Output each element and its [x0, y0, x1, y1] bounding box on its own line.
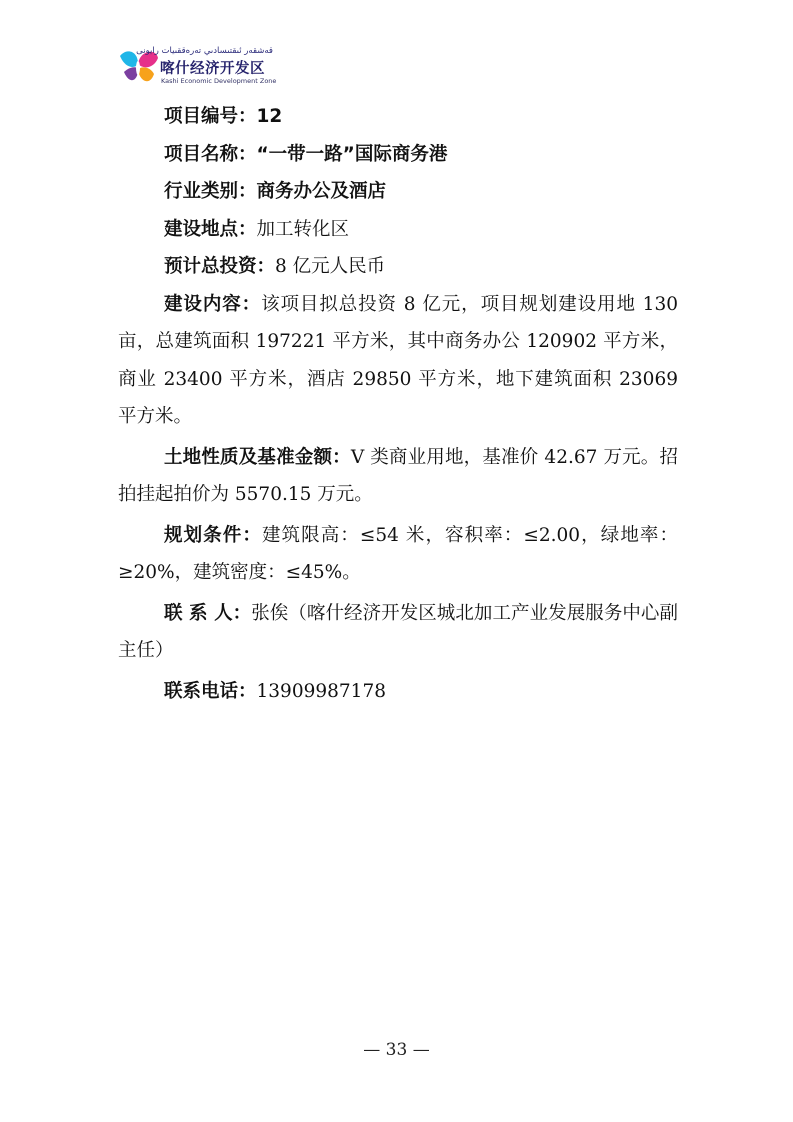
planning-value: 建筑限高：≤54 米，容积率：≤2.00，绿地率：≥20%，建筑密度：≤45%。: [118, 524, 678, 583]
content-value: 该项目拟总投资 8 亿元，项目规划建设用地 130 亩，总建筑面积 197221 平方米，其中商务办公 120902 平方米，商业 23400 平方米，酒店 29850 平方米，地下建筑面积 23069 平方米。: [118, 293, 678, 427]
industry-label: 行业类别：: [164, 181, 257, 202]
header-logo: [116, 44, 316, 94]
phone-label: 联系电话：: [164, 680, 257, 702]
investment-line: [118, 248, 678, 286]
planning-label: 规划条件：: [164, 524, 262, 546]
land-paragraph: [118, 439, 678, 514]
location-line: [118, 211, 678, 249]
project-number-label: 项目编号：: [164, 106, 257, 127]
project-details: [118, 98, 678, 710]
contact-paragraph: [118, 595, 678, 670]
location-label: 建设地点：: [164, 218, 257, 240]
content-paragraph: [118, 286, 678, 436]
page-number: — 33 —: [363, 1040, 430, 1060]
investment-label: 预计总投资：: [164, 256, 276, 277]
investment-value: 8 亿元人民币: [275, 256, 386, 277]
planning-paragraph: [118, 517, 678, 592]
project-name-label: 项目名称：: [164, 143, 257, 165]
content-label: 建设内容：: [164, 293, 262, 315]
contact-value: 张俟（喀什经济开发区城北加工产业发展服务中心副主任）: [118, 602, 678, 661]
project-name-line: [118, 136, 678, 174]
logo-chinese-text: 喀什经济开发区: [160, 61, 265, 77]
industry-line: [118, 173, 678, 211]
logo-english-text: Kashi Economic Development Zone: [161, 77, 277, 85]
logo-uyghur-text: قەشقەر ئىقتىسادىي تەرەققىيات رايونى: [136, 46, 273, 56]
project-name-value: “一带一路”国际商务港: [256, 143, 448, 165]
phone-value: 13909987178: [256, 680, 386, 702]
contact-label: 联 系 人：: [164, 602, 252, 624]
location-value: 加工转化区: [256, 218, 350, 240]
project-number-line: [118, 98, 678, 136]
phone-line: [118, 673, 678, 711]
land-value: V 类商业用地，基准价 42.67 万元。招拍挂起拍价为 5570.15 万元。: [118, 446, 678, 505]
project-number-value: 12: [256, 106, 283, 127]
industry-value: 商务办公及酒店: [256, 181, 387, 202]
land-label: 土地性质及基准金额：: [164, 446, 351, 468]
